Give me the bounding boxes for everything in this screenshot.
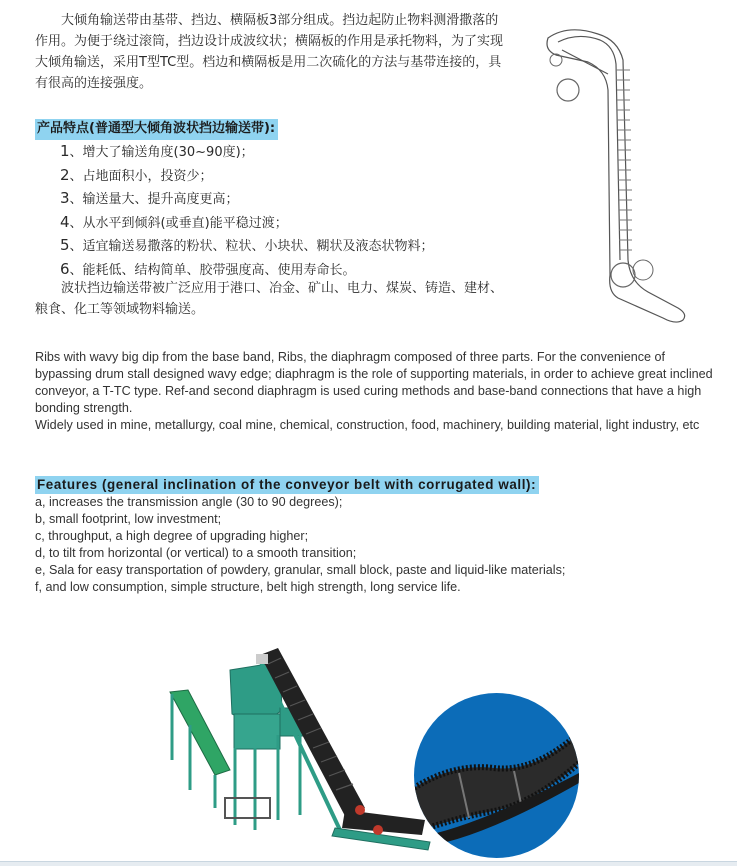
item-number: 5 bbox=[60, 236, 70, 254]
item-number: 1 bbox=[60, 142, 70, 160]
item-text: 、从水平到倾斜(或垂直)能平稳过渡； bbox=[69, 215, 288, 231]
chinese-features-heading: 产品特点(普通型大倾角波状挡边输送带): bbox=[35, 119, 278, 140]
item-number: 3 bbox=[60, 189, 70, 207]
list-item: c, throughput, a high degree of upgrading higher; bbox=[35, 529, 309, 543]
list-item bbox=[60, 140, 434, 164]
item-number: 6 bbox=[60, 259, 70, 278]
list-item bbox=[60, 234, 434, 258]
chinese-applications-text: 波状挡边输送带被广泛应用于港口、冶金、矿山、电力、煤炭、铸造、建材、粮食、化工等领域物料输送。 bbox=[35, 281, 504, 317]
corrugated-belt-icon bbox=[414, 693, 579, 858]
english-intro bbox=[35, 349, 715, 434]
bottom-divider bbox=[0, 861, 737, 866]
item-text: 、占地面积小，投资少； bbox=[69, 168, 213, 184]
vertical-conveyor-illustration bbox=[538, 20, 703, 325]
item-number: 4 bbox=[60, 212, 70, 231]
chinese-features-list bbox=[60, 140, 434, 281]
list-item: f, and low consumption, simple structure, belt high strength, long service life. bbox=[35, 580, 461, 594]
list-item: d, to tilt from horizontal (or vertical) to a smooth transition; bbox=[35, 546, 357, 560]
corrugated-belt-closeup bbox=[414, 693, 579, 858]
chinese-intro bbox=[35, 10, 510, 94]
item-text: 、输送量大、提升高度更高； bbox=[69, 192, 239, 207]
item-text: 、能耗低、结构简单、胶带强度高、使用寿命长。 bbox=[69, 262, 356, 278]
item-text: 、增大了输送角度(30~90度)； bbox=[69, 145, 254, 160]
list-item bbox=[60, 211, 434, 235]
english-features-heading: Features (general inclination of the conveyor belt with corrugated wall): bbox=[35, 476, 539, 494]
conveyor-machine-photo bbox=[160, 630, 440, 860]
list-item bbox=[60, 187, 434, 211]
list-item: a, increases the transmission angle (30 to 90 degrees); bbox=[35, 495, 343, 509]
english-intro-text: Ribs with wavy big dip from the base band, Ribs, the diaphragm composed of three parts. For the convenience of bypassing drum stall designed wavy edge; diaphragm is the role of supporting materials, in order to achieve great inclined conveyor, a T-TC type. Ref-and second diaphragm is used curing methods and base-band connections that have a high bonding strength. bbox=[35, 350, 713, 415]
list-item: b, small footprint, low investment; bbox=[35, 512, 222, 526]
list-item bbox=[60, 164, 434, 188]
chinese-applications bbox=[35, 278, 505, 320]
chinese-intro-text: 大倾角输送带由基带、挡边、横隔板3部分组成。挡边起防止物料测滑撒落的作用。为便于绕过滚筒，挡边设计成波纹状；横隔板的作用是承托物料，为了实现大倾角输送，采用T型TC型。档边和横隔板是用二次硫化的方法与基带连接的，具有很高的连接强度。 bbox=[35, 13, 504, 91]
english-features-list bbox=[35, 494, 565, 596]
list-item: e, Sala for easy transportation of powdery, granular, small block, paste and liquid-like materials; bbox=[35, 563, 566, 577]
item-number: 2 bbox=[60, 165, 70, 184]
english-applications-text: Widely used in mine, metallurgy, coal mine, chemical, construction, food, machinery, building material, light industry, etc bbox=[35, 418, 700, 432]
item-text: 、适宜输送易撒落的粉状、粒状、小块状、糊状及液态状物料； bbox=[69, 239, 434, 254]
